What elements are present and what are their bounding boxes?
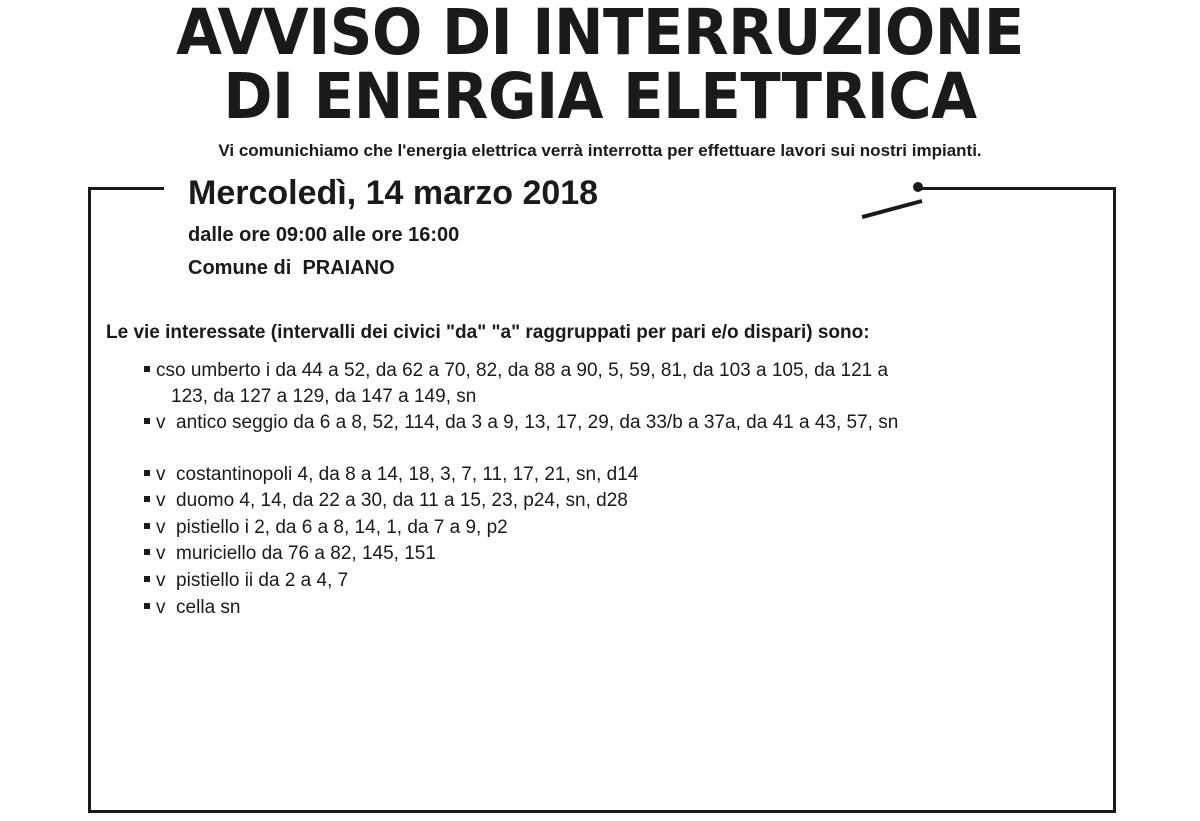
streets-heading: Le vie interessate (intervalli dei civici "da" "a" raggruppati per pari e/o dispari) sono:	[106, 322, 870, 343]
bullet-icon	[144, 603, 150, 609]
street-list-item	[144, 595, 1074, 621]
bullet-icon	[144, 576, 150, 582]
notice-title-line-1: AVVISO DI INTERRUZIONE	[176, 0, 1024, 69]
street-list-item	[144, 488, 1074, 514]
bullet-icon	[144, 523, 150, 529]
street-text-continuation: 123, da 127 a 129, da 147 a 149, sn	[171, 386, 477, 407]
street-list-item	[144, 515, 1074, 541]
frame-hinge-line	[862, 199, 923, 219]
frame-bottom-border	[88, 810, 1116, 813]
frame-top-right-border	[918, 187, 1116, 190]
interruption-date: Mercoledì, 14 marzo 2018	[188, 174, 599, 212]
interruption-hours: dalle ore 09:00 alle ore 16:00	[188, 224, 460, 246]
street-list-item	[144, 358, 1074, 410]
interruption-comune: Comune di PRAIANO	[188, 257, 395, 279]
street-text: v costantinopoli 4, da 8 a 14, 18, 3, 7, 11, 17, 21, sn, d14	[156, 464, 639, 485]
bullet-icon	[144, 366, 150, 372]
street-list-item	[144, 410, 1074, 436]
street-text: v pistiello ii da 2 a 4, 7	[156, 570, 349, 591]
bullet-icon	[144, 496, 150, 502]
street-text: v duomo 4, 14, da 22 a 30, da 11 a 15, 23, p24, sn, d28	[156, 490, 628, 511]
street-text: cso umberto i da 44 a 52, da 62 a 70, 82, da 88 a 90, 5, 59, 81, da 103 a 105, da 121 a	[156, 360, 889, 381]
notice-title-line-2: DI ENERGIA ELETTRICA	[223, 60, 977, 133]
street-list-item	[144, 462, 1074, 488]
frame-left-border	[88, 187, 91, 813]
street-list-item	[144, 568, 1074, 594]
street-text: v muriciello da 76 a 82, 145, 151	[156, 543, 436, 564]
frame-top-left-border	[88, 187, 164, 190]
frame-hinge-dot	[913, 182, 923, 192]
bullet-icon	[144, 470, 150, 476]
street-text: v antico seggio da 6 a 8, 52, 114, da 3 a 9, 13, 17, 29, da 33/b a 37a, da 41 a 43, 57, sn	[156, 412, 899, 433]
street-text: v cella sn	[156, 597, 241, 618]
bullet-icon	[144, 418, 150, 424]
street-text: v pistiello i 2, da 6 a 8, 14, 1, da 7 a 9, p2	[156, 517, 508, 538]
street-list-item	[144, 541, 1074, 567]
bullet-icon	[144, 549, 150, 555]
frame-right-border	[1113, 187, 1116, 813]
notice-intro: Vi comunichiamo che l'energia elettrica verrà interrotta per effettuare lavori sui nostri impianti.	[218, 141, 982, 160]
